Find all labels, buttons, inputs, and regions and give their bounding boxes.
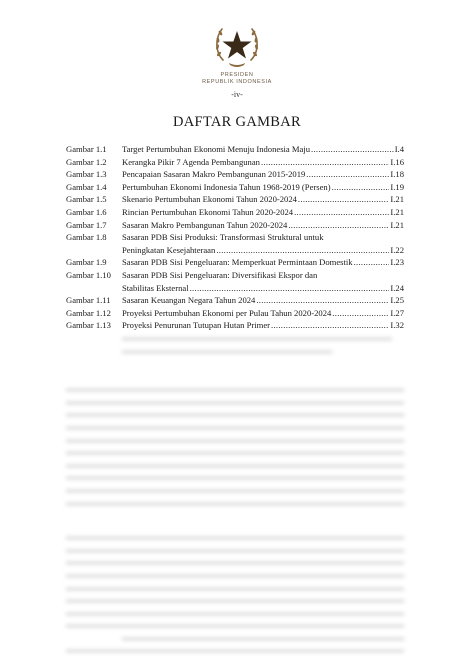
leader-dots <box>298 193 389 206</box>
figure-page: I.16 <box>390 156 404 167</box>
figure-title: Rincian Pertumbuhan Ekonomi Tahun 2020-2024 <box>122 206 294 217</box>
figure-page: I.23 <box>390 257 404 268</box>
figure-label: Gambar 1.1 <box>66 144 107 154</box>
figure-label: Gambar 1.2 <box>66 156 107 167</box>
figure-entry[interactable] <box>66 269 404 294</box>
leader-dots <box>288 219 389 232</box>
figure-page: I.25 <box>390 295 404 306</box>
figure-entry[interactable] <box>66 181 404 194</box>
page-title: DAFTAR GAMBAR <box>172 114 302 130</box>
figure-entry[interactable] <box>66 256 404 269</box>
figure-entry[interactable] <box>66 143 404 156</box>
figure-entry[interactable] <box>66 193 404 206</box>
leader-dots <box>261 156 389 169</box>
emblem-caption-line2: REPUBLIK INDONESIA <box>202 79 272 85</box>
leader-dots <box>256 294 389 307</box>
figure-label: Gambar 1.12 <box>66 307 111 318</box>
figure-page: I.27 <box>390 307 404 318</box>
figure-entry[interactable] <box>66 319 404 332</box>
figure-list <box>66 143 404 332</box>
figure-title: Sasaran Keuangan Negara Tahun 2024 <box>122 295 256 306</box>
figure-label: Gambar 1.10 <box>66 269 111 280</box>
figure-entry[interactable] <box>66 206 404 219</box>
leader-dots <box>354 256 390 269</box>
star-wreath-icon <box>209 20 265 72</box>
figure-page: I.19 <box>390 181 404 192</box>
leader-dots <box>332 181 390 194</box>
figure-entry[interactable] <box>66 219 404 232</box>
leader-dots <box>332 307 389 320</box>
figure-title: Skenario Pertumbuhan Ekonomi Tahun 2020-2024 <box>122 194 297 205</box>
figure-page: I.24 <box>390 282 404 293</box>
figure-page: I.32 <box>390 320 404 331</box>
leader-dots <box>311 143 394 156</box>
figure-title: Pencapaian Sasaran Makro Pembangunan 2015-2019 <box>122 169 306 180</box>
figure-entry[interactable] <box>66 231 404 256</box>
leader-dots <box>216 244 389 257</box>
figure-label: Gambar 1.8 <box>66 232 107 243</box>
figure-title: Sasaran PDB Sisi Pengeluaran: Memperkuat Permintaan Domestik <box>122 257 353 268</box>
figure-page: I.22 <box>390 244 404 255</box>
figure-entry[interactable] <box>66 307 404 320</box>
figure-page: I.21 <box>390 219 404 230</box>
figure-entry[interactable] <box>66 156 404 169</box>
figure-title: Sasaran PDB Sisi Pengeluaran: Diversifikasi Ekspor dan <box>122 269 318 280</box>
page-number: -iv- <box>231 90 243 99</box>
figure-title: Peningkatan Kesejahteraan <box>122 244 216 255</box>
leader-dots <box>294 206 389 219</box>
figure-title: Pertumbuhan Ekonomi Indonesia Tahun 1968-2019 (Persen) <box>122 181 331 192</box>
figure-label: Gambar 1.4 <box>66 181 107 192</box>
figure-label: Gambar 1.11 <box>66 295 111 306</box>
figure-page: I.21 <box>390 206 404 217</box>
figure-entry[interactable] <box>66 168 404 181</box>
leader-dots <box>190 282 390 295</box>
figure-title: Proyeksi Pertumbuhan Ekonomi per Pulau Tahun 2020-2024 <box>122 307 332 318</box>
figure-title: Proyeksi Penurunan Tutupan Hutan Primer <box>122 320 270 331</box>
figure-page: I.18 <box>390 169 404 180</box>
figure-entry[interactable] <box>66 294 404 307</box>
figure-title: Target Pertumbuhan Ekonomi Menuju Indonesia Maju <box>122 144 311 154</box>
figure-label: Gambar 1.6 <box>66 206 107 217</box>
figure-title: Kerangka Pikir 7 Agenda Pembangunan <box>122 156 260 167</box>
figure-label: Gambar 1.13 <box>66 320 111 331</box>
figure-page: I.4 <box>394 144 404 154</box>
emblem-caption-line1: PRESIDEN <box>220 72 254 78</box>
figure-title: Stabilitas Eksternal <box>122 282 189 293</box>
leader-dots <box>306 168 389 181</box>
figure-title: Sasaran PDB Sisi Produksi: Transformasi Struktural untuk <box>122 232 324 243</box>
figure-label: Gambar 1.9 <box>66 257 107 268</box>
blurred-content <box>66 333 404 658</box>
garuda-emblem <box>0 20 474 72</box>
figure-title: Sasaran Makro Pembangunan Tahun 2020-2024 <box>122 219 288 230</box>
figure-label: Gambar 1.3 <box>66 169 107 180</box>
figure-page: I.21 <box>390 194 404 205</box>
figure-label: Gambar 1.5 <box>66 194 107 205</box>
leader-dots <box>271 319 389 332</box>
figure-label: Gambar 1.7 <box>66 219 107 230</box>
